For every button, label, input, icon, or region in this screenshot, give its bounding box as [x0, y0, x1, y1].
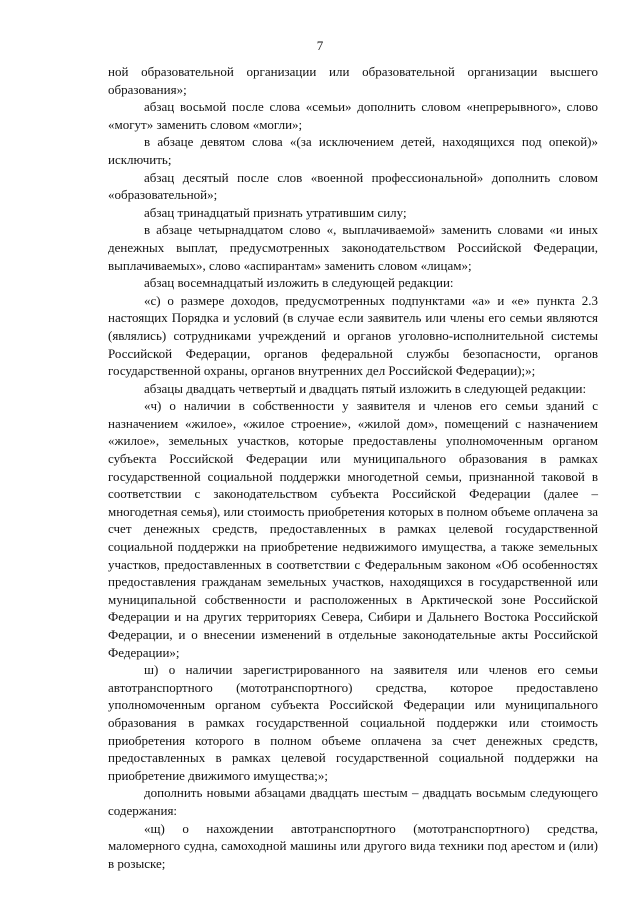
paragraph: абзац тринадцатый признать утратившим силу;	[144, 204, 407, 220]
paragraph: в абзаце четырнадцатом слово «, выплачиваемой» заменить словами «и иных денежных выплат, предусмотренных законодательством Российской Федерации, выплачиваемых», слово «аспирантам» заменить словом «лицам»;	[108, 222, 598, 273]
paragraph: ш) о наличии зарегистрированного на заявителя или членов его семьи автотранспортного (мототранспортного) средства, которое предоставлено уполномоченным органом субъекта Российской Федерации или муниципального образования в рамках государственной социальной поддержки или стоимость приобретения которого в полном объеме оплачена за счет денежных средств, предоставленных в рамках целевой государственной социальной поддержки на приобретение движимого имущества;»;	[108, 662, 598, 783]
paragraph: абзац десятый после слов «военной профессиональной» дополнить словом «образовательной»;	[108, 169, 598, 203]
paragraph-continuation: ной образовательной организации или образовательной организации высшего образования»;	[108, 64, 598, 97]
paragraph: абзацы двадцать четвертый и двадцать пятый изложить в следующей редакции:	[144, 380, 587, 396]
page-number: 7	[316, 38, 324, 53]
paragraph: абзац восьмой после слова «семьи» дополнить словом «непрерывного», слово «могут» заменить словом «могли»;	[108, 99, 598, 132]
paragraph: «с) о размере доходов, предусмотренных подпунктами «а» и «е» пункта 2.3 настоящих Порядка и условий (в случае если заявитель или члены его семьи являются (являлись) сотрудниками учреждений и органов уголовно-исполнительной системы Российской Федерации, органов федеральной службы безопасности, органов государственной охраны, органов внутренних дел Российской Федерации);»;	[108, 292, 598, 379]
document-body	[108, 63, 598, 872]
paragraph: дополнить новыми абзацами двадцать шестым – двадцать восьмым следующего содержания:	[108, 785, 598, 818]
paragraph: «ч) о наличии в собственности у заявителя и членов его семьи зданий с назначением «жилое», «жилое строение», «жилой дом», помещений с назначением «жилое», земельных участков, которые предоставлены уполномоченным органом субъекта Российской Федерации или муниципального образования в рамках государственной социальной поддержки многодетной семьи, признанной таковой в соответствии с законодательством субъекта Российской Федерации (далее – многодетная семья), или стоимость приобретения которых в полном объеме оплачена за счет денежных средств, предоставленных в рамках целевой государственной социальной поддержки на приобретение недвижимого имущества, а также земельных участков, предоставленных в соответствии с Федеральным законом «Об особенностях предоставления гражданам земельных участков, находящихся в государственной или муниципальной собственности и расположенных в Арктической зоне Российской Федерации и на других территориях Севера, Сибири и Дальнего Востока Российской Федерации, и о внесении изменений в отдельные законодательные акты Российской Федерации»;	[108, 398, 598, 660]
paragraph: абзац восемнадцатый изложить в следующей редакции:	[144, 275, 454, 291]
paragraph: в абзаце девятом слова «(за исключением детей, находящихся под опекой)» исключить;	[108, 134, 598, 167]
paragraph: «щ) о нахождении автотранспортного (мототранспортного) средства, маломерного судна, самоходной машины или другого вида техники под арестом и (или) в розыске;	[108, 820, 598, 871]
